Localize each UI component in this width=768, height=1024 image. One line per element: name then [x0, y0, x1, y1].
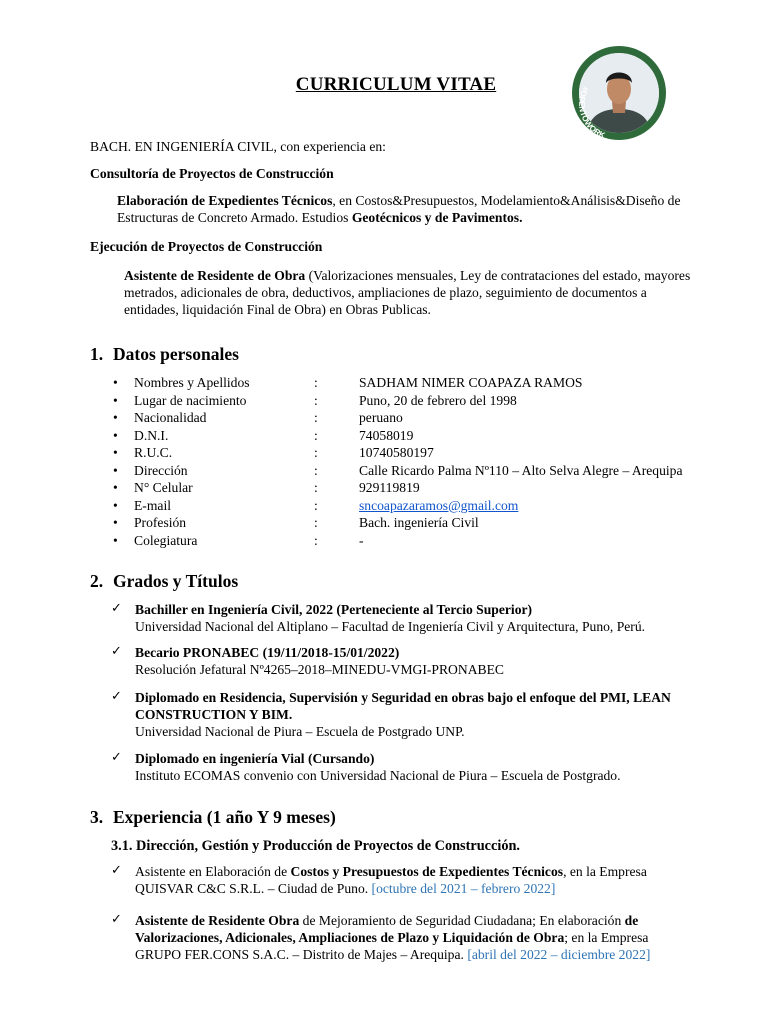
job-text: de Mejoramiento de Seguridad Ciudadana; En elaboración — [299, 913, 625, 928]
personal-data-row — [0, 374, 768, 391]
checkmark-icon: ✓ — [111, 749, 122, 764]
job-line3 — [135, 946, 735, 963]
degree-detail: Instituto ECOMAS convenio con Universidad Nacional de Piura – Escuela de Postgrado. — [135, 768, 621, 783]
field-label: R.U.C. — [134, 445, 173, 460]
job-line2 — [135, 880, 735, 897]
degree-detail: Universidad Nacional del Altiplano – Facultad de Ingeniería Civil y Arquitectura, Puno, Perú. — [135, 619, 646, 634]
field-separator: : — [314, 445, 318, 460]
job-text: , en la Empresa — [563, 864, 647, 879]
field-label: D.N.I. — [134, 427, 169, 443]
bullet-icon: • — [113, 462, 118, 478]
field-label: N° Celular — [134, 480, 193, 495]
area1-text2: Estructuras de Concreto Armado. Estudios — [117, 210, 352, 225]
personal-data-row — [0, 392, 768, 409]
checkmark-icon: ✓ — [111, 600, 122, 615]
area2-paragraph — [124, 267, 724, 318]
field-value: SADHAM NIMER COAPAZA RAMOS — [359, 375, 583, 390]
checkmark-icon: ✓ — [111, 862, 122, 877]
area2-text2: metrados, adicionales de obra, deductivos, ampliaciones de plazo, seguimiento de documentos a — [124, 285, 647, 300]
section-title: Grados y Títulos — [113, 571, 239, 591]
bullet-icon: • — [113, 515, 118, 530]
job-bold: Valorizaciones, Adicionales, Ampliaciones de Plazo y Liquidación de Obra — [135, 930, 565, 945]
bullet-icon: • — [113, 497, 118, 513]
field-value: peruano — [359, 410, 403, 425]
area1-bold1: Elaboración de Expedientes Técnicos — [117, 193, 333, 208]
field-label: E-mail — [134, 497, 171, 513]
degree-title: Diplomado en Residencia, Supervisión y Seguridad en obras bajo el enfoque del PMI, LEAN — [135, 690, 671, 705]
field-value: 74058019 — [359, 427, 414, 443]
area2-text1: (Valorizaciones mensuales, Ley de contrataciones del estado, mayores — [305, 268, 691, 283]
checkmark-icon: ✓ — [111, 688, 122, 703]
job-text: ; en la Empresa — [564, 930, 649, 945]
field-separator: : — [314, 392, 318, 408]
personal-data-row — [0, 444, 768, 461]
personal-data-row — [0, 497, 768, 514]
bullet-icon: • — [113, 532, 118, 548]
field-label: Colegiatura — [134, 532, 198, 548]
field-separator: : — [314, 410, 318, 425]
degree-title-line2: CONSTRUCTION Y BIM. — [135, 707, 293, 722]
personal-data-row — [0, 514, 768, 531]
area1-title: Consultoría de Proyectos de Construcción — [90, 166, 334, 181]
section-number: 2. — [90, 571, 104, 591]
checkmark-icon: ✓ — [111, 911, 122, 926]
personal-data-row — [0, 409, 768, 426]
section-title: Datos personales — [113, 344, 239, 364]
field-label: Dirección — [134, 462, 188, 478]
svg-text:#OPENTOWORK: #OPENTOWORK — [577, 84, 607, 140]
area2-text3: entidades, liquidación Final de Obra) en Obras Publicas. — [124, 302, 431, 317]
job-period: [octubre del 2021 – febrero 2022] — [371, 881, 556, 896]
job-line1 — [135, 912, 735, 929]
degree-title: Bachiller en Ingeniería Civil, 2022 (Perteneciente al Tercio Superior) — [135, 602, 533, 617]
experience-subheading: 3.1. Dirección, Gestión y Producción de Proyectos de Construcción. — [111, 838, 521, 854]
personal-data-row — [0, 427, 768, 444]
email-link[interactable]: sncoapazaramos@gmail.com — [359, 497, 519, 513]
field-value: Bach. ingeniería Civil — [359, 515, 479, 530]
job-bold: de — [624, 913, 639, 928]
personal-data-row — [0, 532, 768, 549]
job-bold: Asistente de Residente Obra — [135, 913, 300, 928]
field-label: Profesión — [134, 515, 187, 530]
job-line1 — [135, 863, 735, 880]
field-separator: : — [314, 497, 318, 513]
section-title: Experiencia (1 año Y 9 meses) — [113, 807, 336, 827]
field-value: Puno, 20 de febrero del 1998 — [359, 392, 517, 408]
degree-detail: Resolución Jefatural Nº4265–2018–MINEDU-VMGI-PRONABEC — [135, 662, 504, 677]
job-line2 — [135, 929, 735, 946]
bullet-icon: • — [113, 375, 118, 390]
profile-photo — [572, 46, 666, 140]
bullet-icon: • — [113, 410, 118, 425]
field-separator: : — [314, 532, 318, 548]
field-label: Lugar de nacimiento — [134, 392, 247, 408]
open-to-work-badge — [572, 46, 666, 140]
field-value: 10740580197 — [359, 445, 434, 460]
degree-title: Diplomado en ingeniería Vial (Cursando) — [135, 751, 375, 766]
section-heading-experience — [90, 807, 336, 828]
bullet-icon: • — [113, 427, 118, 443]
degree-line: BACH. EN INGENIERÍA CIVIL, con experiencia en: — [90, 139, 386, 154]
bullet-icon: • — [113, 445, 118, 460]
field-label: Nombres y Apellidos — [134, 375, 250, 390]
field-separator: : — [314, 375, 318, 390]
degree-detail: Universidad Nacional de Piura – Escuela de Postgrado UNP. — [135, 724, 465, 739]
area1-bold2: Geotécnicos y de Pavimentos. — [351, 210, 523, 225]
bullet-icon: • — [113, 480, 118, 495]
checkmark-icon: ✓ — [111, 643, 122, 658]
area1-paragraph — [117, 192, 707, 226]
section-number: 3. — [90, 807, 104, 827]
job-company: QUISVAR C&C S.R.L. – Ciudad de Puno. — [135, 881, 372, 896]
area2-bold: Asistente de Residente de Obra — [124, 268, 306, 283]
section-heading-degrees — [90, 571, 238, 592]
page-title: CURRICULUM VITAE — [295, 74, 497, 95]
degree-title: Becario PRONABEC (19/11/2018-15/01/2022) — [135, 645, 400, 660]
area1-text1: , en Costos&Presupuestos, Modelamiento&Análisis&Diseño de — [332, 193, 681, 208]
area2-title: Ejecución de Proyectos de Construcción — [90, 239, 323, 254]
personal-data-row — [0, 479, 768, 496]
field-separator: : — [314, 427, 318, 443]
job-bold: Costos y Presupuestos de Expedientes Técnicos — [290, 864, 564, 879]
field-separator: : — [314, 462, 318, 478]
bullet-icon: • — [113, 392, 118, 408]
field-separator: : — [314, 515, 318, 530]
field-value: 929119819 — [359, 480, 420, 495]
job-company: GRUPO FER.CONS S.A.C. – Distrito de Majes – Arequipa. — [135, 947, 468, 962]
job-period: [abril del 2022 – diciembre 2022] — [467, 947, 651, 962]
section-number: 1. — [90, 344, 104, 364]
field-value: - — [359, 532, 364, 548]
field-separator: : — [314, 480, 318, 495]
personal-data-row — [0, 462, 768, 479]
field-value: Calle Ricardo Palma Nº110 – Alto Selva Alegre – Arequipa — [359, 462, 683, 478]
job-text: Asistente en Elaboración de — [135, 864, 291, 879]
section-heading-personal — [90, 344, 239, 365]
field-label: Nacionalidad — [134, 410, 207, 425]
